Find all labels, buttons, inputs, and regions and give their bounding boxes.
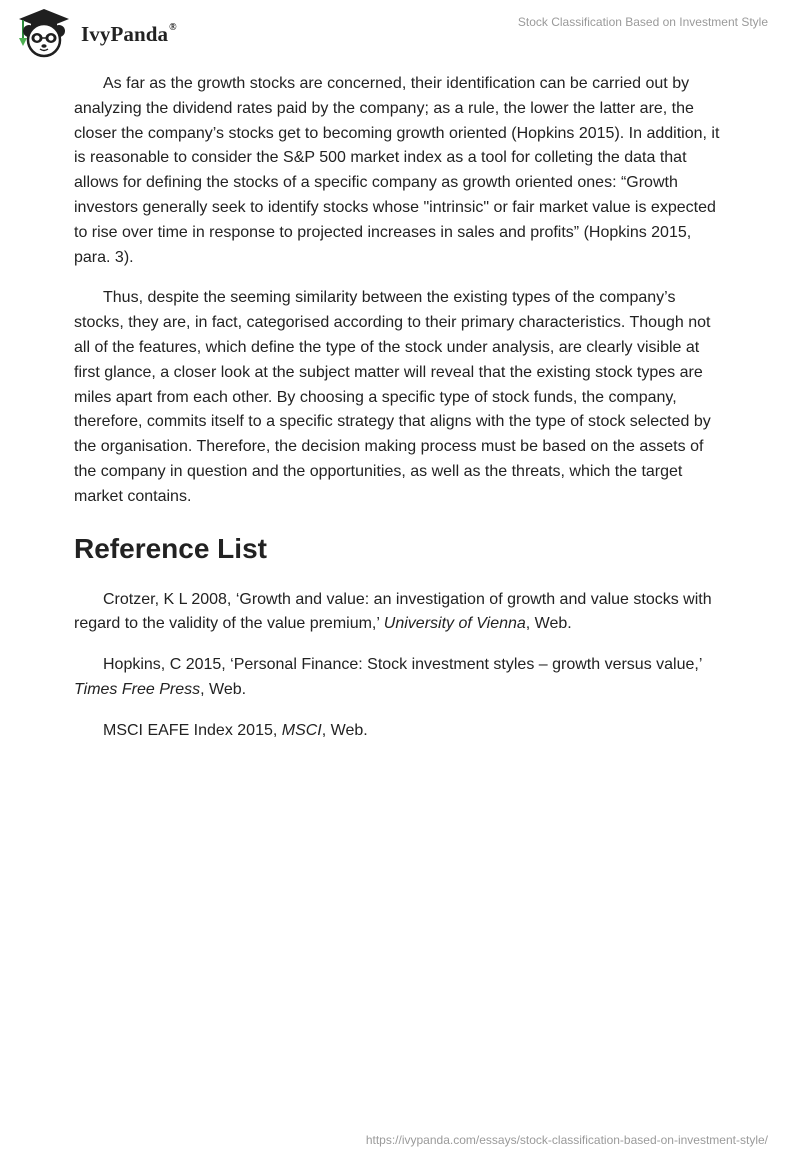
reference-list-heading: Reference List <box>74 532 267 564</box>
reference-item <box>74 588 726 638</box>
reference-source: Times Free Press <box>74 680 201 698</box>
source-url-link[interactable]: https://ivypanda.com/essays/stock-classification-based-on-investment-style/ <box>365 1133 768 1147</box>
reference-suffix: , Web. <box>525 615 572 633</box>
body-paragraph-1: As far as the growth stocks are concerned, their identification can be carried out by analyzing the dividend rates paid by the company; as a rule, the lower the latter are, the closer the company’s stocks get to becoming growth oriented (Hopkins 2015). In addition, it is reasonable to consider the S&P 500 market index as a tool for colleting the data that allows for defining the stocks of a specific company as growth oriented ones: “Growth investors generally seek to identify stocks whose "intrinsic" or fair market value is expected to rise over time in response to projected increases in sales and profits” (Hopkins 2015, para. 3). <box>74 75 720 266</box>
brand-text: IvyPanda <box>81 21 169 46</box>
registered-mark: ® <box>169 21 177 33</box>
brand-name <box>81 22 177 47</box>
body-paragraph-2: Thus, despite the seeming similarity between the existing types of the company’s stocks, they are, in fact, categorised according to their primary characteristics. Though not all of the features, which define the type of the stock under analysis, are clearly visible at first glance, a closer look at the subject matter will reveal that the existing stock types are miles apart from each other. By choosing a specific type of stock funds, the company, therefore, commits itself to a specific strategy that aligns with the type of stock selected by the organisation. Therefore, the decision making process must be based on the assets of the company in question and the opportunities, as well as the threats, which the target market contains. <box>74 289 711 505</box>
essay-content <box>74 72 726 760</box>
reference-suffix: , Web. <box>200 680 247 698</box>
reference-source: MSCI <box>281 721 322 739</box>
reference-item <box>74 653 726 703</box>
page-header-title: Stock Classification Based on Investment Style <box>517 15 768 29</box>
reference-text: Hopkins, C 2015, ‘Personal Finance: Stock investment styles – growth versus value,’ <box>103 656 702 674</box>
reference-suffix: , Web. <box>321 721 368 739</box>
reference-source: University of Vienna <box>383 615 526 633</box>
reference-text: Crotzer, K L 2008, ‘Growth and value: an investigation of growth and value stocks with regard to the validity of the value premium,’ <box>74 590 712 633</box>
reference-item <box>74 719 726 744</box>
logo[interactable] <box>14 8 177 58</box>
panda-graduate-icon <box>14 8 74 58</box>
reference-text: MSCI EAFE Index 2015, <box>103 721 282 739</box>
